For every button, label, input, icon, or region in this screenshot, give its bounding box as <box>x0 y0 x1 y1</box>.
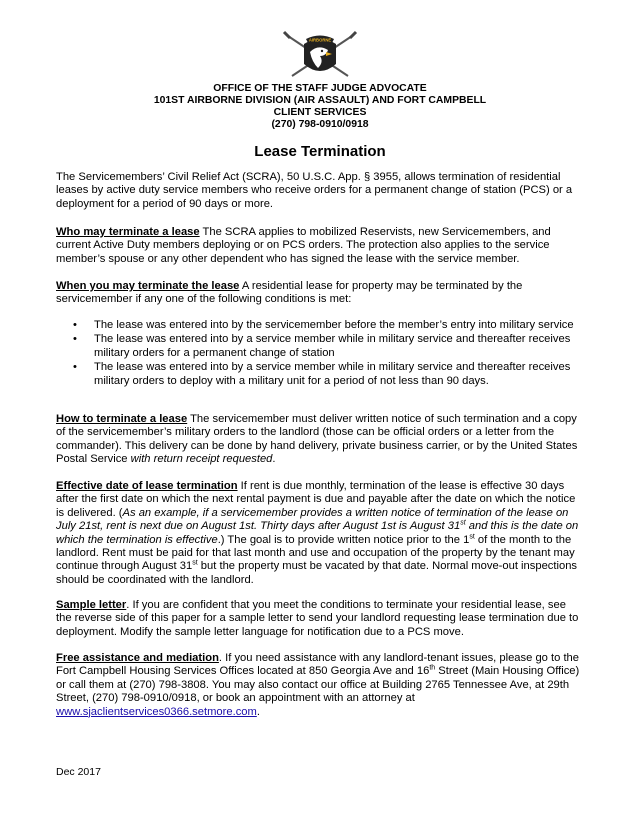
footer-date: Dec 2017 <box>56 766 101 778</box>
who-heading: Who may terminate a lease <box>56 226 200 238</box>
svg-text:AIRBORNE: AIRBORNE <box>308 37 332 43</box>
when-paragraph <box>56 280 584 307</box>
intro-paragraph: The Servicemembers’ Civil Relief Act (SCRA), 50 U.S.C. App. § 3955, allows termination of residential leases by active duty service members who receive orders for a permanent change of station (PCS) or a deployment for a period of 90 days or more. <box>56 171 573 210</box>
how-heading: How to terminate a lease <box>56 413 188 425</box>
who-paragraph <box>56 226 584 266</box>
sample-paragraph <box>56 599 584 639</box>
conditions-list <box>56 319 584 389</box>
effective-sup-1: st <box>460 519 466 527</box>
client-services: CLIENT SERVICES <box>273 107 367 118</box>
how-paragraph <box>56 413 584 467</box>
sample-heading: Sample letter <box>56 599 127 611</box>
effective-body-2: .) The goal is to provide written notice prior to the 1 <box>217 533 470 546</box>
when-body: A residential lease for property may be terminated by the servicemember if any one of the following conditions is met: <box>56 280 523 306</box>
office-name: OFFICE OF THE STAFF JUDGE ADVOCATE <box>213 83 427 94</box>
list-item: • The lease was entered into by the servicemember before the member’s entry into military service <box>56 319 584 332</box>
how-italic: with return receipt requested <box>130 453 273 466</box>
list-item: • The lease was entered into by a service member while in military service and thereafter receives military orders to deploy with a military unit for a period of not less than 90 days. <box>56 361 584 388</box>
free-body-2: Street (Main Housing Office) or call them at (270) 798-3808. You may also contact our office at Building 2765 Tennessee Ave, at 29th Street, (270) 798-0910/0918, or book an appointment with an attorney at <box>56 665 580 705</box>
list-item: • The lease was entered into by a service member while in military service and thereafter receives military orders for a permanent change of station <box>56 333 584 360</box>
effective-paragraph <box>56 480 584 587</box>
free-heading: Free assistance and mediation <box>56 652 219 664</box>
sample-body: . If you are confident that you meet the conditions to terminate your residential lease, see the reverse side of this paper for a sample letter to send your landlord requesting lease termination due to deployment. Modify the sample letter language for notification due to a PCS move. <box>56 599 579 638</box>
free-paragraph <box>56 652 584 719</box>
effective-sup-3: st <box>192 559 198 567</box>
effective-body-1: If rent is due monthly, termination of the lease is effective 30 days after the first date on which the next rental payment is due and payable after the date on which the notice is delivered. ( <box>56 480 576 519</box>
how-body: The servicemember must deliver written notice of such termination and a copy of the servicemember’s military orders to the landlord (those can be official orders or a letter from the commander). This delivery can be done by hand delivery, private business carrier, or by the United States Postal Service <box>56 413 578 466</box>
how-end: . <box>272 453 276 466</box>
effective-italic-1: As an example, if a servicemember provides a written notice of termination of the lease on July 21st, rent is next due on August 1st. Thirty days after August 1st is August 31 <box>56 506 569 533</box>
effective-sup-2: st <box>469 532 475 540</box>
airborne-eagle-logo <box>282 30 358 80</box>
effective-heading: Effective date of lease termination <box>56 480 238 492</box>
office-phone: (270) 798-0910/0918 <box>271 119 369 130</box>
effective-italic-2: and this is the date on which the termination is effective <box>56 520 579 546</box>
page-title: Lease Termination <box>254 143 386 160</box>
effective-body-4: but the property must be vacated by that date. Normal move-out inspections should be coordinated with the landlord. <box>56 560 578 586</box>
setmore-link[interactable]: www.sjaclientservices0366.setmore.com <box>56 705 257 718</box>
who-body: The SCRA applies to mobilized Reservists, new Servicemembers, and current Active Duty members deploying or on PCS orders. The protection also applies to the service member’s spouse or any other dependent who has signed the lease with the service member. <box>56 226 551 265</box>
effective-body-3: of the month to the landlord. Rent must be paid for that last month and use and occupation of the property by the tenant may continue through August 31 <box>56 533 575 573</box>
division-name: 101ST AIRBORNE DIVISION (AIR ASSAULT) AND FORT CAMPBELL <box>153 95 487 106</box>
free-body-1: . If you need assistance with any landlord-tenant issues, please go to the Fort Campbell Housing Services Offices located at 850 Georgia Ave and 16 <box>56 652 579 678</box>
free-sup: th <box>429 664 436 672</box>
free-end: . <box>256 705 260 718</box>
when-heading: When you may terminate the lease <box>56 280 240 292</box>
